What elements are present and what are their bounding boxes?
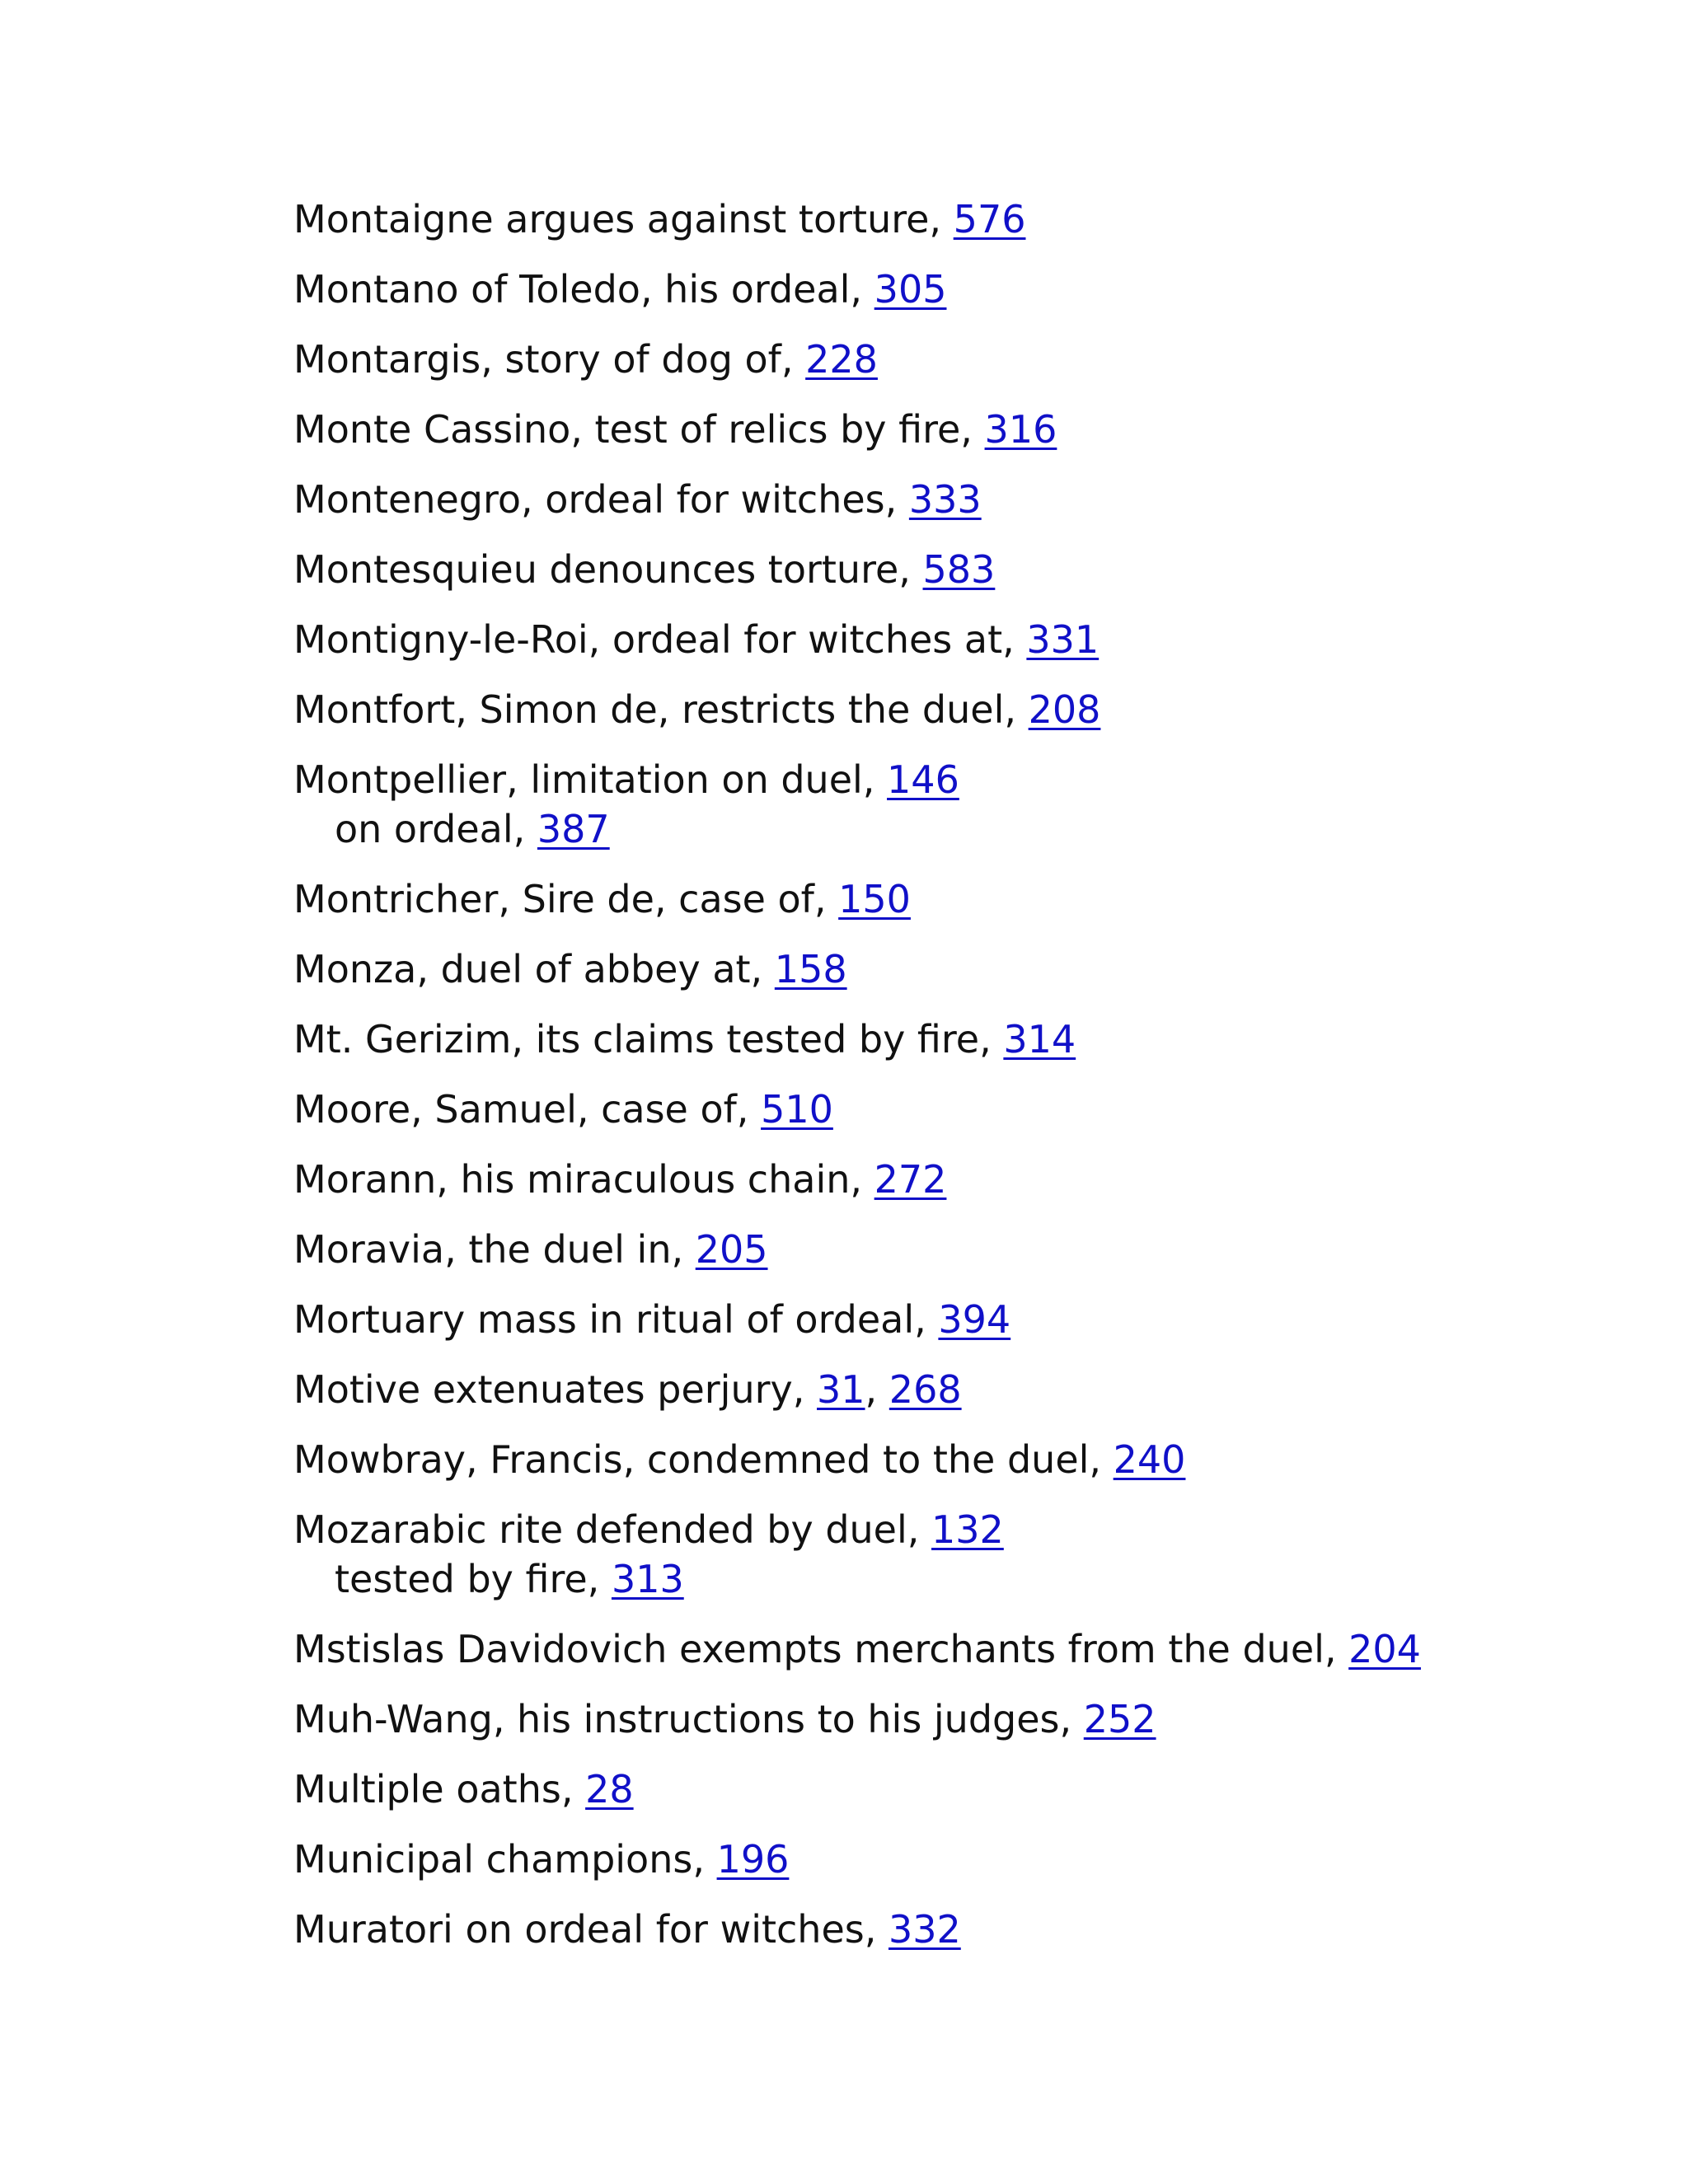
page-link-305[interactable]: 305 [874, 267, 947, 312]
index-entry-line-text: Monte Cassino, test of relics by fire, [293, 407, 985, 452]
page-link-240[interactable]: 240 [1113, 1437, 1186, 1482]
index-entry-line [293, 755, 1579, 804]
index-entry-line-text: Morann, his miraculous chain, [293, 1157, 874, 1202]
index-entry-line [293, 685, 1579, 734]
index-entry-line-text: Motive extenuates perjury, [293, 1367, 817, 1412]
index-subentry-line [293, 1554, 1579, 1604]
page-link-205[interactable]: 205 [695, 1227, 768, 1272]
index-entry-line-text: Montigny-le-Roi, ordeal for witches at, [293, 617, 1027, 662]
index-entry-multiple-oaths [293, 1765, 1579, 1814]
index-entry-line [293, 1694, 1579, 1744]
index-entry-line-text: Montpellier, limitation on duel, [293, 757, 888, 802]
index-entry-line-text: Montricher, Sire de, case of, [293, 877, 839, 921]
index-entry-line-text: Muratori on ordeal for witches, [293, 1907, 889, 1952]
index-entry-line [293, 615, 1579, 664]
page-link-196[interactable]: 196 [716, 1837, 790, 1882]
index-entry-moore-samuel-case-of [293, 1085, 1579, 1134]
index-entry-mortuary-mass-in-ritual-of-ordeal [293, 1295, 1579, 1344]
index-entry-line [293, 1085, 1579, 1134]
page-link-252[interactable]: 252 [1083, 1697, 1156, 1741]
index-entry-line [293, 1624, 1579, 1674]
index-entry-mozarabic-rite-defended-by-duel [293, 1505, 1579, 1604]
index-entry-line-text: Montano of Toledo, his ordeal, [293, 267, 874, 312]
index-entry-line-text: Montfort, Simon de, restricts the duel, [293, 687, 1029, 732]
index-entry-line-text: Municipal champions, [293, 1837, 717, 1882]
index-entry-montigny-le-roi-ordeal-for-witches-at [293, 615, 1579, 664]
index-entry-line [293, 405, 1579, 454]
index-entry-line [293, 1835, 1579, 1884]
page-link-158[interactable]: 158 [774, 947, 847, 991]
page-link-333[interactable]: 333 [908, 477, 982, 522]
index-entry-montaigne-argues-against-torture [293, 194, 1579, 244]
index-entry-line [293, 1015, 1579, 1064]
page-link-316[interactable]: 316 [984, 407, 1057, 452]
page-link-146[interactable]: 146 [887, 757, 959, 802]
index-entry-line [293, 335, 1579, 384]
index-entry-line [293, 1365, 1579, 1414]
index-entry-montpellier-limitation-on-duel [293, 755, 1579, 854]
index-entry-line-text: Multiple oaths, [293, 1767, 586, 1811]
index-entry-monza-duel-of-abbey-at [293, 944, 1579, 994]
index-entry-line-text: Mt. Gerizim, its claims tested by fire, [293, 1017, 1004, 1062]
index-entry-muratori-on-ordeal-for-witches [293, 1905, 1579, 1954]
index-entry-line-text: Muh-Wang, his instructions to his judges, [293, 1697, 1084, 1741]
index-entry-line-text: Montesquieu denounces torture, [293, 547, 923, 592]
page-link-228[interactable]: 228 [805, 337, 878, 382]
index-entry-montano-of-toledo-his-ordeal [293, 265, 1579, 314]
index-entry-line-text: Montenegro, ordeal for witches, [293, 477, 909, 522]
index-subentry-line-text: tested by fire, [335, 1557, 612, 1601]
page-link-314[interactable]: 314 [1003, 1017, 1076, 1062]
page-link-313[interactable]: 313 [611, 1557, 684, 1601]
page-link-510[interactable]: 510 [761, 1087, 833, 1132]
index-entry-line-text: Montaigne argues against torture, [293, 197, 954, 241]
page-link-332[interactable]: 332 [888, 1907, 961, 1952]
index-subentry-line [293, 804, 1579, 854]
index-entry-morann-his-miraculous-chain [293, 1155, 1579, 1204]
page-link-387[interactable]: 387 [537, 807, 610, 851]
index-entry-line-text: Mowbray, Francis, condemned to the duel, [293, 1437, 1114, 1482]
page-separator: , [865, 1367, 889, 1412]
index-entry-line [293, 1505, 1579, 1554]
index-entry-line [293, 194, 1579, 244]
page-link-31[interactable]: 31 [817, 1367, 865, 1412]
page-link-268[interactable]: 268 [889, 1367, 962, 1412]
index-entry-montargis-story-of-dog-of [293, 335, 1579, 384]
page-link-204[interactable]: 204 [1348, 1627, 1421, 1671]
page-link-583[interactable]: 583 [922, 547, 996, 592]
index-entry-line-text: Mortuary mass in ritual of ordeal, [293, 1297, 939, 1342]
index-entry-line [293, 1765, 1579, 1814]
index-entry-line [293, 944, 1579, 994]
index-entry-monte-cassino-test-of-relics-by-fire [293, 405, 1579, 454]
index-entry-line [293, 1905, 1579, 1954]
index-list [293, 194, 1579, 1975]
index-entry-moravia-the-duel-in [293, 1225, 1579, 1274]
page-link-208[interactable]: 208 [1028, 687, 1101, 732]
index-entry-line [293, 1435, 1579, 1484]
index-entry-line [293, 1295, 1579, 1344]
page-link-394[interactable]: 394 [938, 1297, 1011, 1342]
index-entry-montfort-simon-de-restricts-the-duel [293, 685, 1579, 734]
page-link-132[interactable]: 132 [931, 1507, 1004, 1552]
index-entry-montesquieu-denounces-torture [293, 545, 1579, 594]
index-entry-line [293, 874, 1579, 924]
index-entry-line-text: Moore, Samuel, case of, [293, 1087, 762, 1132]
page-link-576[interactable]: 576 [953, 197, 1026, 241]
index-entry-line-text: Montargis, story of dog of, [293, 337, 806, 382]
index-entry-line [293, 475, 1579, 524]
page-link-331[interactable]: 331 [1026, 617, 1100, 662]
index-entry-line-text: Moravia, the duel in, [293, 1227, 696, 1272]
index-entry-line [293, 545, 1579, 594]
index-subentry-line-text: on ordeal, [335, 807, 537, 851]
index-entry-mt-gerizim-its-claims-tested-by-fire [293, 1015, 1579, 1064]
index-entry-line [293, 265, 1579, 314]
page-link-272[interactable]: 272 [874, 1157, 947, 1202]
index-entry-line-text: Mstislas Davidovich exempts merchants from the duel, [293, 1627, 1349, 1671]
index-entry-montricher-sire-de-case-of [293, 874, 1579, 924]
index-entry-muh-wang-his-instructions-to-his-judges [293, 1694, 1579, 1744]
page-link-150[interactable]: 150 [838, 877, 911, 921]
page-link-28[interactable]: 28 [585, 1767, 634, 1811]
index-entry-line-text: Mozarabic rite defended by duel, [293, 1507, 932, 1552]
index-entry-montenegro-ordeal-for-witches [293, 475, 1579, 524]
index-entry-line [293, 1225, 1579, 1274]
index-entry-motive-extenuates-perjury [293, 1365, 1579, 1414]
index-entry-mowbray-francis-condemned-to-the-duel [293, 1435, 1579, 1484]
index-entry-line [293, 1155, 1579, 1204]
index-entry-line-text: Monza, duel of abbey at, [293, 947, 775, 991]
index-entry-municipal-champions [293, 1835, 1579, 1884]
index-entry-mstislas-davidovich-exempts-merchants-from-the-duel [293, 1624, 1579, 1674]
